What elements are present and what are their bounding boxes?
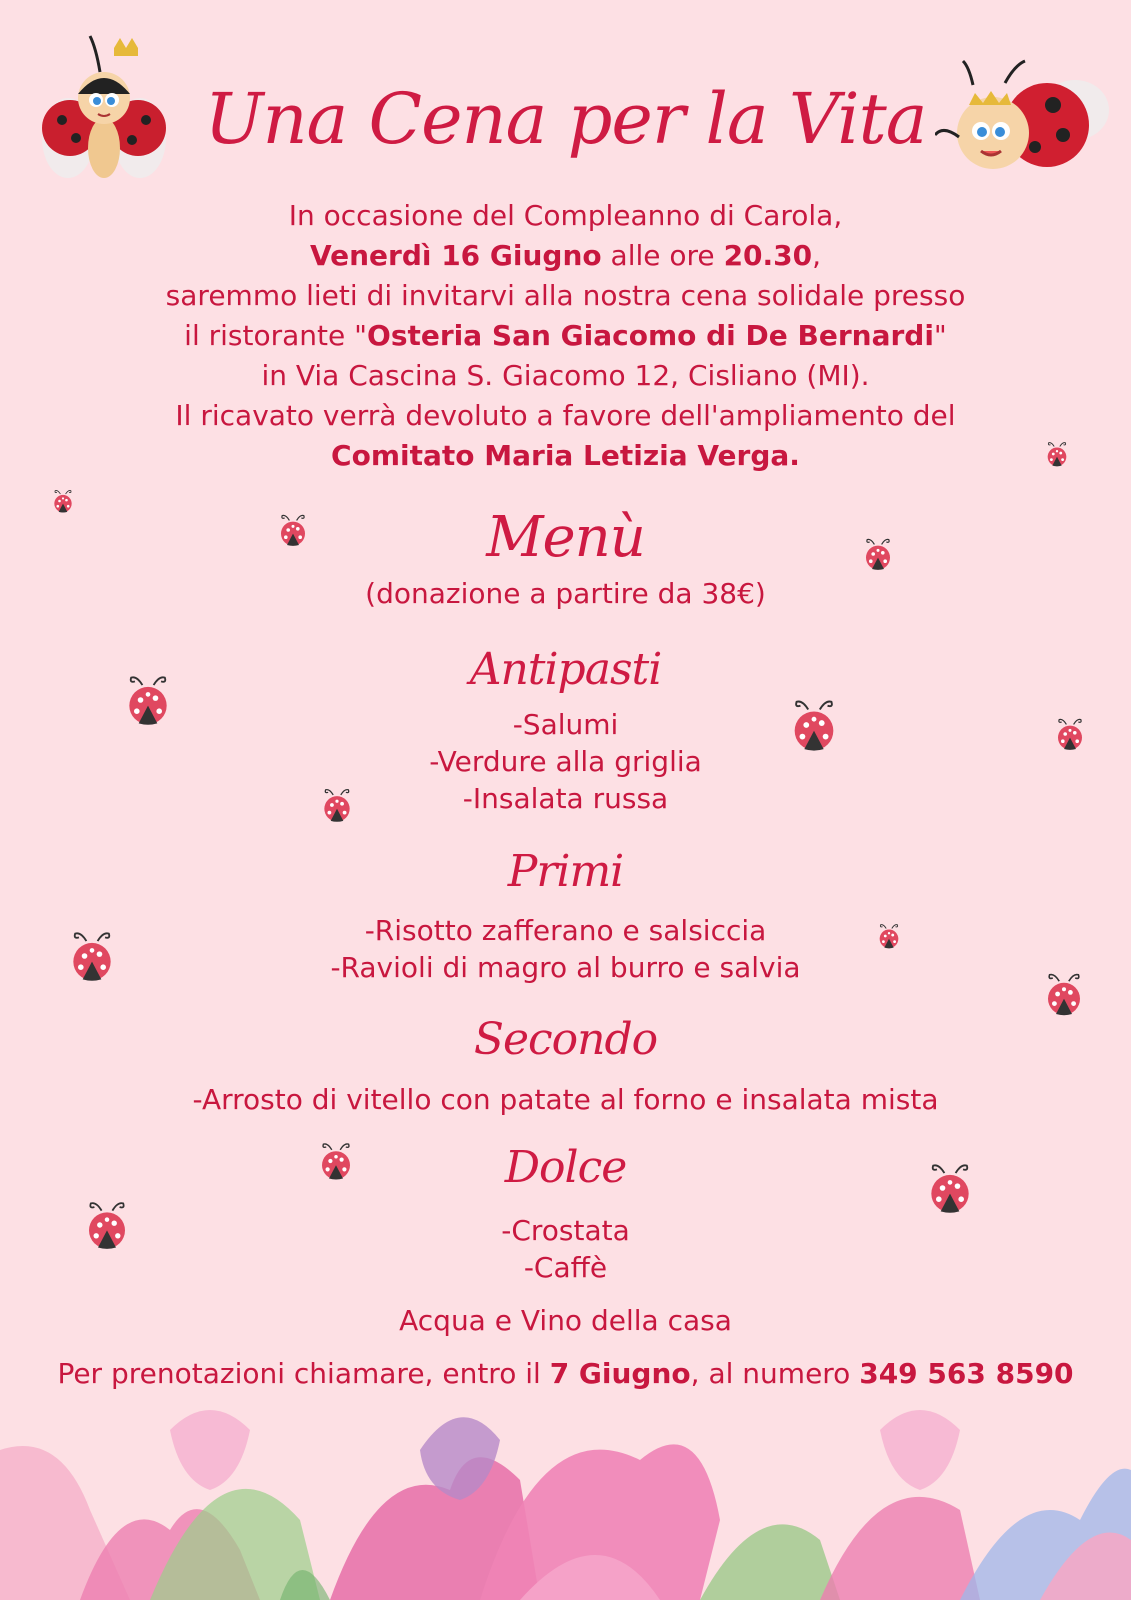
menu-item: -Crostata [501, 1214, 630, 1247]
menu-item: -Salumi [512, 708, 619, 741]
booking-phone: 349 563 8590 [859, 1357, 1074, 1390]
menu-heading: Menù [486, 505, 645, 570]
menu-item: -Ravioli di magro al burro e salvia [330, 951, 801, 984]
booking-start: Per prenotazioni chiamare, entro il [57, 1357, 550, 1390]
event-date: Venerdì 16 Giugno [309, 239, 602, 272]
ladybug-icon [860, 536, 896, 572]
section-antipasti-heading: Antipasti [469, 644, 662, 695]
intro-line-2 [0, 236, 1131, 276]
menu-item: -Insalata russa [462, 782, 669, 815]
booking-mid: , al numero [690, 1357, 860, 1390]
menu-item: -Verdure alla griglia [429, 745, 702, 778]
ladybug-icon [922, 1160, 978, 1216]
section-secondo-heading: Secondo [473, 1014, 658, 1065]
intro-line-4-end: " [933, 319, 947, 352]
ladybug-icon [875, 922, 903, 950]
ladybug-icon [64, 928, 120, 984]
ladybug-icon [120, 672, 176, 728]
beneficiary-name: Comitato Maria Letizia Verga. [331, 439, 800, 472]
event-title: Una Cena per la Vita [204, 78, 927, 160]
ladybug-icon [1052, 716, 1088, 752]
intro-line-6: Il ricavato verrà devoluto a favore dell'ampliamento del [175, 399, 956, 432]
ladybug-icon [275, 512, 311, 548]
ladybug-icon [50, 488, 76, 514]
menu-item: -Caffè [523, 1251, 608, 1284]
ladybug-icon [785, 696, 843, 754]
intro-line-3: saremmo lieti di invitarvi alla nostra cena solidale presso [165, 279, 966, 312]
intro-line-2-mid: alle ore [601, 239, 724, 272]
intro-line-4-start: il ristorante " [184, 319, 368, 352]
ladybug-icon [1040, 970, 1088, 1018]
section-primi-heading: Primi [507, 846, 624, 897]
intro-line-1: In occasione del Compleanno di Carola, [288, 199, 843, 232]
intro-line-5: in Via Cascina S. Giacomo 12, Cisliano (MI). [261, 359, 870, 392]
menu-item: -Risotto zafferano e salsiccia [364, 914, 767, 947]
menu-item: -Arrosto di vitello con patate al forno e insalata mista [192, 1083, 939, 1116]
booking-deadline: 7 Giugno [549, 1357, 691, 1390]
menu-donation: (donazione a partire da 38€) [365, 577, 766, 610]
intro-line-4 [0, 316, 1131, 356]
ladybug-icon [318, 786, 356, 824]
intro-line-7 [0, 436, 1131, 476]
event-time: 20.30 [723, 239, 813, 272]
intro-line-2-end: , [812, 239, 822, 272]
ladybug-icon [315, 1140, 357, 1182]
menu-drinks: Acqua e Vino della casa [399, 1304, 732, 1337]
ladybug-icon [80, 1198, 134, 1252]
restaurant-name: Osteria San Giacomo di De Bernardi [367, 319, 934, 352]
ladybug-icon [1043, 440, 1071, 468]
flowers-decoration [0, 1370, 1131, 1600]
section-dolce-heading: Dolce [504, 1142, 627, 1193]
